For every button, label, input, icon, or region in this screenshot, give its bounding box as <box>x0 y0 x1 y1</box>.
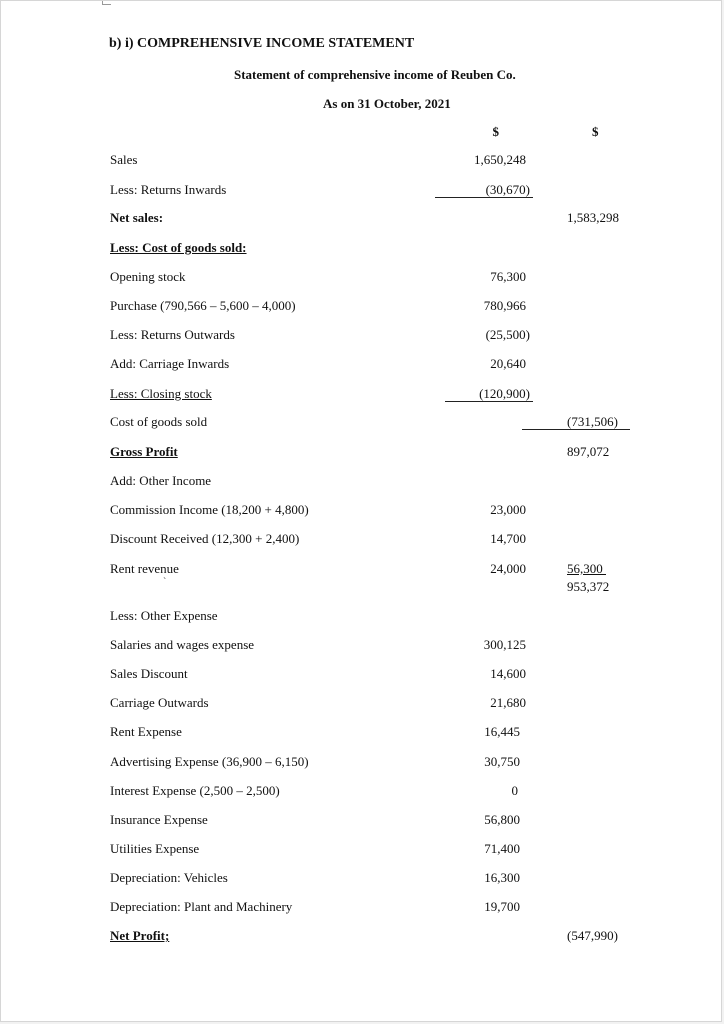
row-label: Carriage Outwards <box>110 695 209 710</box>
table-row <box>1 182 724 200</box>
row-total: (547,990) <box>567 928 618 943</box>
table-row <box>1 386 724 404</box>
section-heading: b) i) COMPREHENSIVE INCOME STATEMENT <box>109 36 415 51</box>
column-header-row <box>1 124 724 142</box>
row-label: Depreciation: Plant and Machinery <box>110 899 293 914</box>
row-label: Sales <box>110 152 138 167</box>
table-row <box>1 579 724 597</box>
row-amount: 21,680 <box>490 695 526 710</box>
row-subtotal: 56,300 <box>567 561 606 576</box>
row-label: Cost of goods sold <box>110 414 208 429</box>
table-row <box>1 298 724 316</box>
row-label: Rent Expense <box>110 724 182 739</box>
row-label: Rent revenue <box>110 561 179 576</box>
row-label: Opening stock <box>110 269 186 284</box>
row-amount: 71,400 <box>484 841 520 856</box>
table-row <box>1 502 724 520</box>
row-amount: (120,900) <box>479 386 530 401</box>
row-total: 953,372 <box>567 579 610 594</box>
table-row <box>1 210 724 228</box>
row-amount: 0 <box>511 783 518 798</box>
row-amount: 76,300 <box>490 269 526 284</box>
underline-rule <box>522 429 630 430</box>
row-amount: 16,445 <box>484 724 520 739</box>
row-label: Gross Profit <box>110 444 178 459</box>
table-row <box>1 724 724 742</box>
underline-rule <box>445 401 533 402</box>
row-amount: 19,700 <box>484 899 520 914</box>
row-amount: 23,000 <box>490 502 526 517</box>
row-label: Interest Expense (2,500 – 2,500) <box>110 783 280 798</box>
row-label: Commission Income (18,200 + 4,800) <box>110 502 309 517</box>
statement-title-line2: As on 31 October, 2021 <box>323 96 451 111</box>
table-row <box>1 240 724 258</box>
table-row <box>1 695 724 713</box>
row-amount: 300,125 <box>483 637 526 652</box>
row-label: Add: Other Income <box>110 473 212 488</box>
table-row <box>1 928 724 946</box>
row-amount: 24,000 <box>490 561 526 576</box>
table-row <box>1 637 724 655</box>
row-amount: (25,500) <box>485 327 530 342</box>
row-amount: 56,800 <box>484 812 520 827</box>
row-amount: 780,966 <box>483 298 526 313</box>
row-label: Less: Closing stock <box>110 386 212 401</box>
row-label: Net Profit; <box>110 928 170 943</box>
table-row <box>1 531 724 549</box>
stray-mark: ˋ <box>163 577 167 588</box>
row-label: Less: Returns Outwards <box>110 327 235 342</box>
table-row <box>1 841 724 859</box>
row-amount: (30,670) <box>485 182 530 197</box>
table-row <box>1 608 724 626</box>
table-row <box>1 754 724 772</box>
table-row <box>1 327 724 345</box>
table-row <box>1 666 724 684</box>
row-total: 897,072 <box>567 444 610 459</box>
column-header-1: $ <box>492 124 499 139</box>
row-amount: 16,300 <box>484 870 520 885</box>
table-row <box>1 783 724 801</box>
row-label: Net sales: <box>110 210 164 225</box>
row-label: Purchase (790,566 – 5,600 – 4,000) <box>110 298 296 313</box>
table-row <box>1 269 724 287</box>
statement-title-line1: Statement of comprehensive income of Reuben Co. <box>234 67 516 82</box>
table-row <box>1 899 724 917</box>
table-row <box>1 561 724 579</box>
row-total: (731,506) <box>567 414 618 429</box>
row-label: Less: Cost of goods sold: <box>110 240 247 255</box>
row-label: Salaries and wages expense <box>110 637 255 652</box>
table-row <box>1 870 724 888</box>
row-label: Insurance Expense <box>110 812 208 827</box>
row-label: Sales Discount <box>110 666 188 681</box>
row-label: Utilities Expense <box>110 841 200 856</box>
table-row <box>1 444 724 462</box>
row-total: 1,583,298 <box>567 210 619 225</box>
row-amount: 20,640 <box>490 356 526 371</box>
underline-rule <box>435 197 533 198</box>
table-row <box>1 356 724 374</box>
row-label: Advertising Expense (36,900 – 6,150) <box>110 754 309 769</box>
row-label: Less: Other Expense <box>110 608 218 623</box>
row-label: Add: Carriage Inwards <box>110 356 230 371</box>
row-label: Discount Received (12,300 + 2,400) <box>110 531 300 546</box>
row-amount: 30,750 <box>484 754 520 769</box>
table-row <box>1 473 724 491</box>
table-row <box>1 812 724 830</box>
row-amount: 1,650,248 <box>474 152 526 167</box>
column-header-2: $ <box>592 124 599 139</box>
table-row <box>1 152 724 170</box>
row-label: Less: Returns Inwards <box>110 182 227 197</box>
row-amount: 14,600 <box>490 666 526 681</box>
page-corner-mark <box>102 1 111 5</box>
row-amount: 14,700 <box>490 531 526 546</box>
row-label: Depreciation: Vehicles <box>110 870 228 885</box>
